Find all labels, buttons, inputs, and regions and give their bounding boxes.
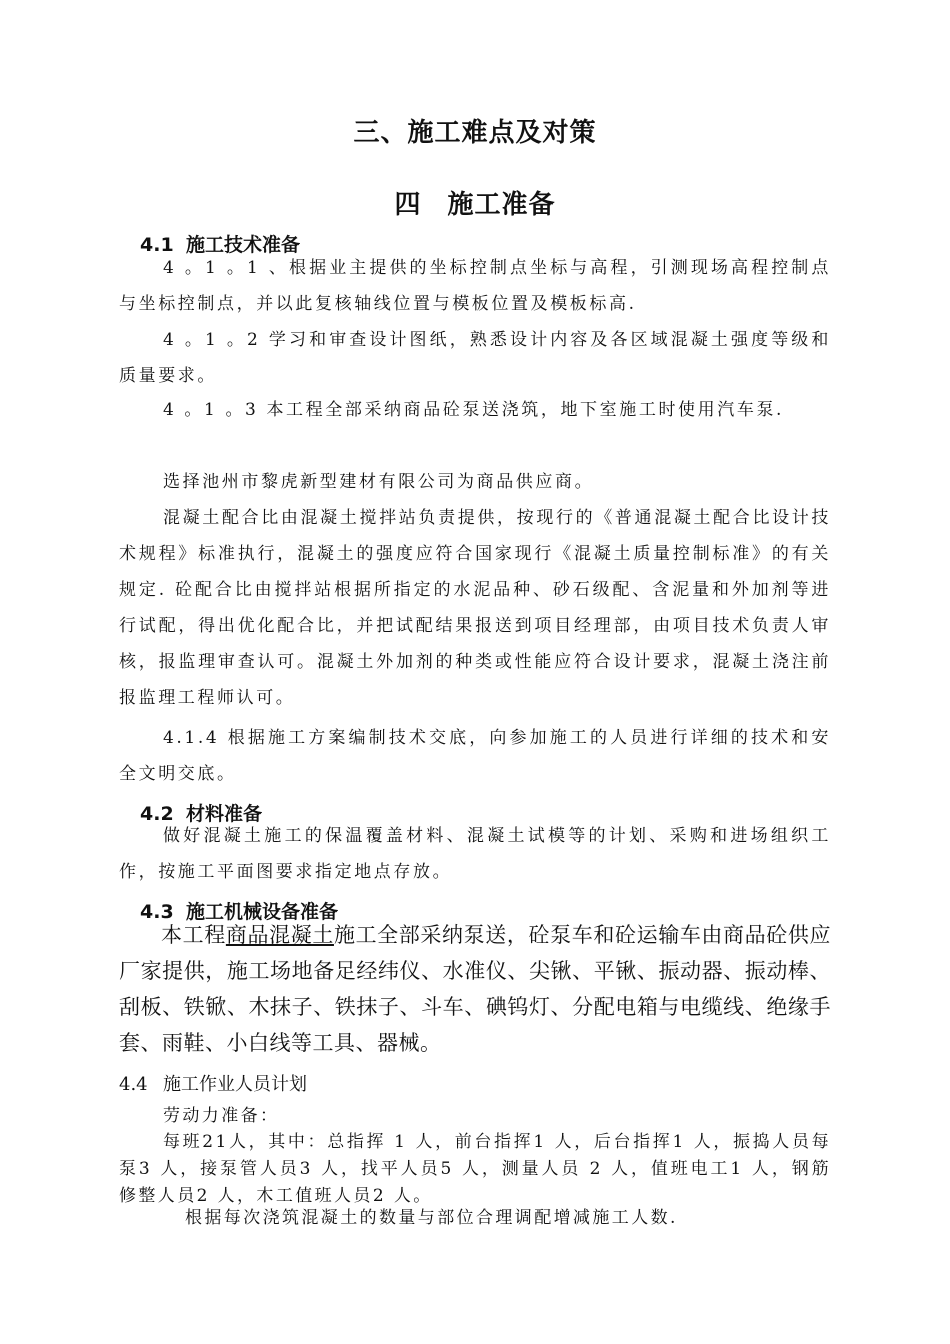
paragraph-labor-detail: 每班21人，其中：总指挥 1 人，前台指挥1 人，后台指挥1 人，振捣人员每泵3 人，接泵管人员3 人，找平人员5 人，测量人员 2 人，值班电工1 人，钢筋修整人员2 人，木工值班人员2 人。 — [119, 1132, 831, 1206]
subheading-title: 施工技术准备 — [186, 234, 301, 256]
paragraph-4-1-3: 4 。1 。3 本工程全部采纳商品砼泵送浇筑，地下室施工时使用汽车泵. — [163, 400, 785, 420]
main-heading: 三、施工难点及对策 — [353, 118, 597, 148]
paragraph-mix-ratio: 混凝土配合比由混凝土搅拌站负责提供，按现行的《普通混凝土配合比设计技术规程》标准执行，混凝土的强度应符合国家现行《混凝土质量控制标准》的有关规定. 砼配合比由搅拌站根据所指定的水泥品种、砂石级配、含泥量和外加剂等进行试配，得出优化配合比，并把试配结果报送到项目经理部，由项目技术负责人审核，报监理审查认可。混凝土外加剂的种类或性能应符合设计要求，混凝土浇注前报监理工程师认可。 — [119, 508, 831, 708]
equipment-text-rest: 施工全部采纳泵送，砼泵车和砼运输车由商品砼供应厂家提供，施工场地备足经纬仪、水准仪、尖锹、平锹、振动器、振动棒、刮板、铁锨、木抹子、铁抹子、斗车、碘钨灯、分配电箱与电缆线、绝缘手套、雨鞋、小白线等工具、器械。 — [119, 923, 832, 1055]
section-number: 四 — [394, 190, 422, 220]
section-title: 施工准备 — [447, 190, 556, 220]
subheading-number: 4.2 — [140, 803, 174, 825]
paragraph-4-1-2: 4 。1 。2 学习和审查设计图纸，熟悉设计内容及各区域混凝土强度等级和质量要求。 — [119, 330, 831, 386]
paragraph-supplier: 选择池州市黎虎新型建材有限公司为商品供应商。 — [163, 472, 595, 492]
paragraph-labor-heading: 劳动力准备： — [163, 1106, 280, 1126]
commercial-concrete-link[interactable]: 商品混凝土 — [225, 923, 334, 947]
paragraph-materials: 做好混凝土施工的保温覆盖材料、混凝土试模等的计划、采购和进场组织工作，按施工平面图要求指定地点存放。 — [119, 826, 831, 882]
subheading-number: 4.4 — [119, 1074, 148, 1095]
subheading-4-4 — [119, 1070, 307, 1096]
subheading-title: 材料准备 — [186, 803, 263, 825]
subheading-title: 施工机械设备准备 — [186, 901, 339, 923]
paragraph-labor-adjust: 根据每次浇筑混凝土的数量与部位合理调配增减施工人数. — [185, 1208, 678, 1228]
paragraph-4-1-4: 4.1.4 根据施工方案编制技术交底，向参加施工的人员进行详细的技术和安全文明交底。 — [119, 728, 831, 784]
paragraph-4-1-1: 4 。1 。1 、根据业主提供的坐标控制点坐标与高程，引测现场高程控制点与坐标控制点，并以此复核轴线位置与模板位置及模板标高. — [119, 258, 831, 314]
section-heading — [0, 184, 950, 221]
paragraph-equipment — [119, 917, 831, 1061]
equipment-text-start: 本工程 — [161, 923, 226, 947]
subheading-number: 4.1 — [140, 234, 174, 256]
subheading-title: 施工作业人员计划 — [163, 1074, 307, 1095]
subheading-number: 4.3 — [140, 901, 174, 923]
